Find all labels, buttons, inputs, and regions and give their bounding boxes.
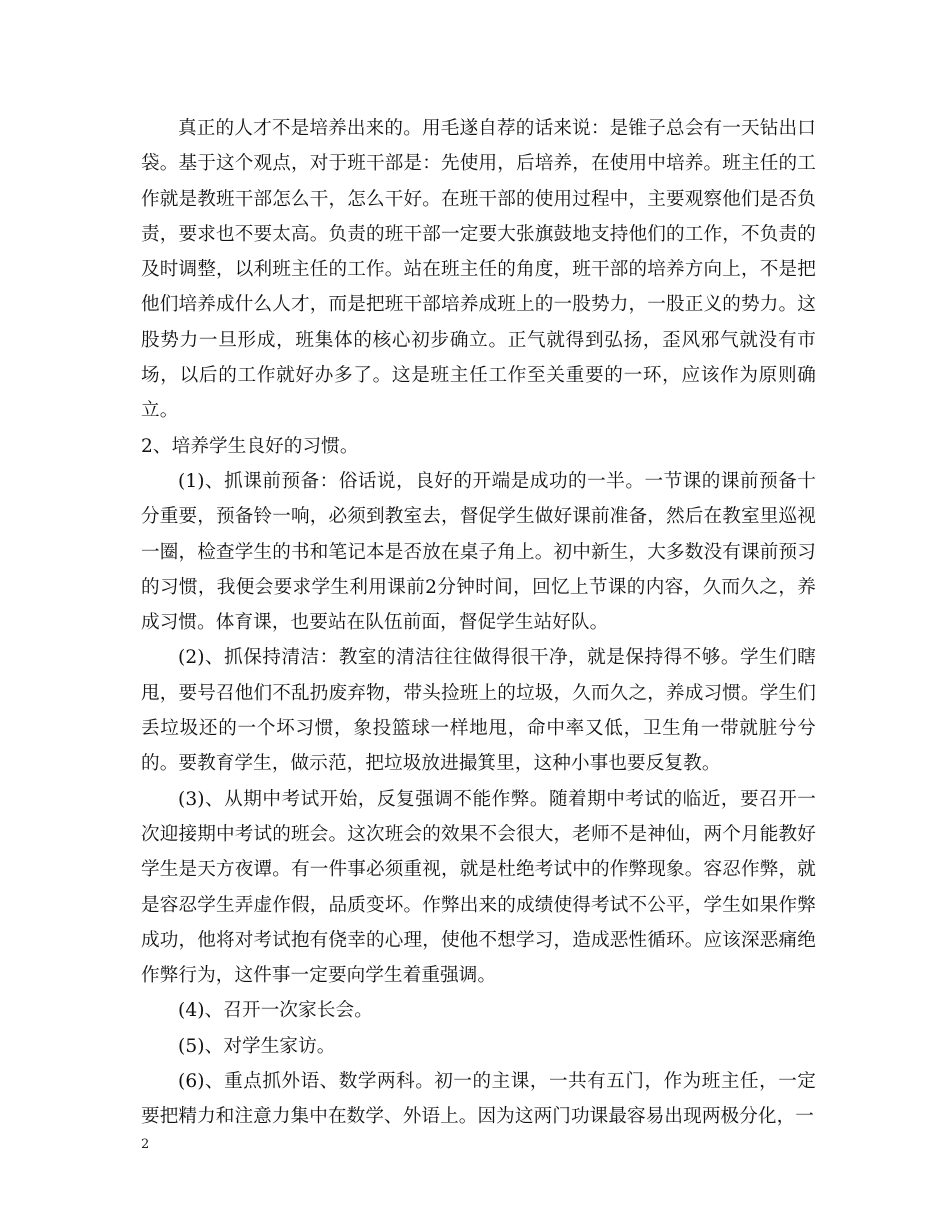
paragraph-no-cheating: (3)、从期中考试开始，反复强调不能作弊。随着期中考试的临近，要召开一次迎接期中考试的班会。这次班会的效果不会很大，老师不是神仙，两个月能教好学生是天方夜谭。有一件事必须重视，就是杜绝考试中的作弊现象。容忍作弊，就是容忍学生弄虚作假，品质变坏。作弊出来的成绩使得考试不公平，学生如果作弊成功，他将对考试抱有侥幸的心理，使他不想学习，造成恶性循环。应该深恶痛绝作弊行为，这件事一定要向学生着重强调。 (141, 788, 816, 987)
paragraph-class-preparation: (1)、抓课前预备：俗话说，良好的开端是成功的一半。一节课的课前预备十分重要，预备铃一响，必须到教室去，督促学生做好课前准备，然后在教室里巡视一圈，检查学生的书和笔记本是否放在桌子角上。初中新生，大多数没有课前预习的习惯，我便会要求学生利用课前2分钟时间，回忆上节课的内容，久而久之，养成习惯。体育课，也要站在队伍前面，督促学生站好队。 (141, 470, 816, 634)
paragraph-keep-clean: (2)、抓保持清洁：教室的清洁往往做得很干净，就是保持得不够。学生们瞎甩，要号召他们不乱扔废弃物，带头捡班上的垃圾，久而久之，养成习惯。学生们丢垃圾还的一个坏习惯，象投篮球一样地甩，命中率又低，卫生角一带就脏兮兮的。要教育学生，做示范，把垃圾放进撮箕里，这种小事也要反复教。 (141, 647, 816, 775)
paragraph-parent-meeting: (4)、召开一次家长会。 (178, 1000, 373, 1022)
document-body (141, 111, 816, 1135)
paragraph-home-visit: (5)、对学生家访。 (178, 1035, 336, 1057)
paragraph-focus-subjects: (6)、重点抓外语、数学两科。初一的主课，一共有五门，作为班主任，一定要把精力和注意力集中在数学、外语上。因为这两门功课最容易出现两极分化，一 (141, 1071, 816, 1128)
paragraph-talent-training: 真正的人才不是培养出来的。用毛遂自荐的话来说：是锥子总会有一天钻出口袋。基于这个观点，对于班干部是：先使用，后培养，在使用中培养。班主任的工作就是教班干部怎么干，怎么干好。在班干部的使用过程中，主要观察他们是否负责，要求也不要太高。负责的班干部一定要大张旗鼓地支持他们的工作，不负责的及时调整，以利班主任的工作。站在班主任的角度，班干部的培养方向上，不是把他们培养成什么人才，而是把班干部培养成班上的一股势力，一股正义的势力。这股势力一旦形成，班集体的核心初步确立。正气就得到弘扬，歪风邪气就没有市场，以后的工作就好办多了。这是班主任工作至关重要的一环，应该作为原则确立。 (141, 118, 816, 422)
section-heading-good-habits: 2、培养学生良好的习惯。 (141, 435, 359, 457)
page-number: 2 (141, 1137, 150, 1152)
